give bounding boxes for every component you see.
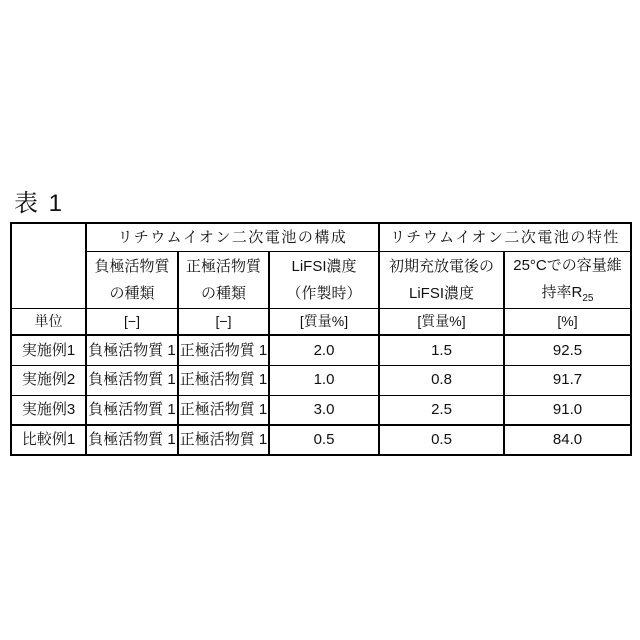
cell-cathode: 正極活物質 1	[178, 335, 269, 365]
header-span-row	[11, 223, 631, 251]
header-cathode-type-line2: の種類	[200, 284, 246, 302]
table-row-example2	[11, 365, 631, 395]
cell-retention: 92.5	[504, 335, 631, 365]
header-lifsi-after	[379, 251, 504, 308]
cell-lifsi-after: 2.5	[379, 395, 504, 425]
header-lifsi-after-line1: 初期充放電後の	[389, 257, 495, 275]
unit-cathode: [−]	[178, 308, 269, 335]
header-anode-type-line1: 負極活物質	[94, 257, 170, 275]
header-lifsi-prep	[269, 251, 379, 308]
cell-lifsi-after: 0.5	[379, 425, 504, 455]
header-retention-subscript: 25	[582, 292, 594, 304]
cell-lifsi-prep: 0.5	[269, 425, 379, 455]
header-anode-type-line2: の種類	[109, 284, 155, 302]
unit-lifsi-after: [質量%]	[379, 308, 504, 335]
unit-retention: [%]	[504, 308, 631, 335]
header-retention	[504, 251, 631, 308]
row-label: 実施例2	[11, 365, 86, 395]
header-retention-line2: 持率$R_{25}$	[541, 283, 594, 304]
cell-anode: 負極活物質 1	[86, 335, 178, 365]
cell-cathode: 正極活物質 1	[178, 395, 269, 425]
row-label: 比較例1	[11, 425, 86, 455]
table-row-comparative1	[11, 425, 631, 455]
header-characteristics: リチウムイオン二次電池の特性	[379, 223, 631, 251]
corner-empty-cell	[11, 223, 86, 308]
cell-retention: 91.0	[504, 395, 631, 425]
header-cathode-type-line1: 正極活物質	[185, 257, 261, 275]
header-composition: リチウムイオン二次電池の構成	[86, 223, 379, 251]
header-cathode-type	[178, 251, 269, 308]
column-header-row	[11, 251, 631, 308]
header-retention-line1: 25°Cでの容量維	[513, 256, 622, 274]
cell-lifsi-prep: 2.0	[269, 335, 379, 365]
row-label: 実施例3	[11, 395, 86, 425]
table-row-example3	[11, 395, 631, 425]
header-lifsi-after-line2: LiFSI濃度	[409, 284, 475, 302]
cell-retention: 84.0	[504, 425, 631, 455]
cell-lifsi-after: 1.5	[379, 335, 504, 365]
unit-row-label: 単位	[11, 308, 86, 335]
cell-lifsi-after: 0.8	[379, 365, 504, 395]
header-anode-type	[86, 251, 178, 308]
cell-anode: 負極活物質 1	[86, 365, 178, 395]
battery-results-table	[10, 222, 632, 456]
unit-lifsi-prep: [質量%]	[269, 308, 379, 335]
row-label: 実施例1	[11, 335, 86, 365]
cell-lifsi-prep: 1.0	[269, 365, 379, 395]
cell-lifsi-prep: 3.0	[269, 395, 379, 425]
table-row-example1	[11, 335, 631, 365]
unit-anode: [−]	[86, 308, 178, 335]
cell-retention: 91.7	[504, 365, 631, 395]
header-lifsi-prep-line2: （作製時）	[286, 284, 362, 302]
unit-row	[11, 308, 631, 335]
header-lifsi-prep-line1: LiFSI濃度	[291, 257, 357, 275]
table-title: 表 1	[14, 190, 65, 217]
cell-cathode: 正極活物質 1	[178, 365, 269, 395]
cell-anode: 負極活物質 1	[86, 395, 178, 425]
cell-cathode: 正極活物質 1	[178, 425, 269, 455]
cell-anode: 負極活物質 1	[86, 425, 178, 455]
